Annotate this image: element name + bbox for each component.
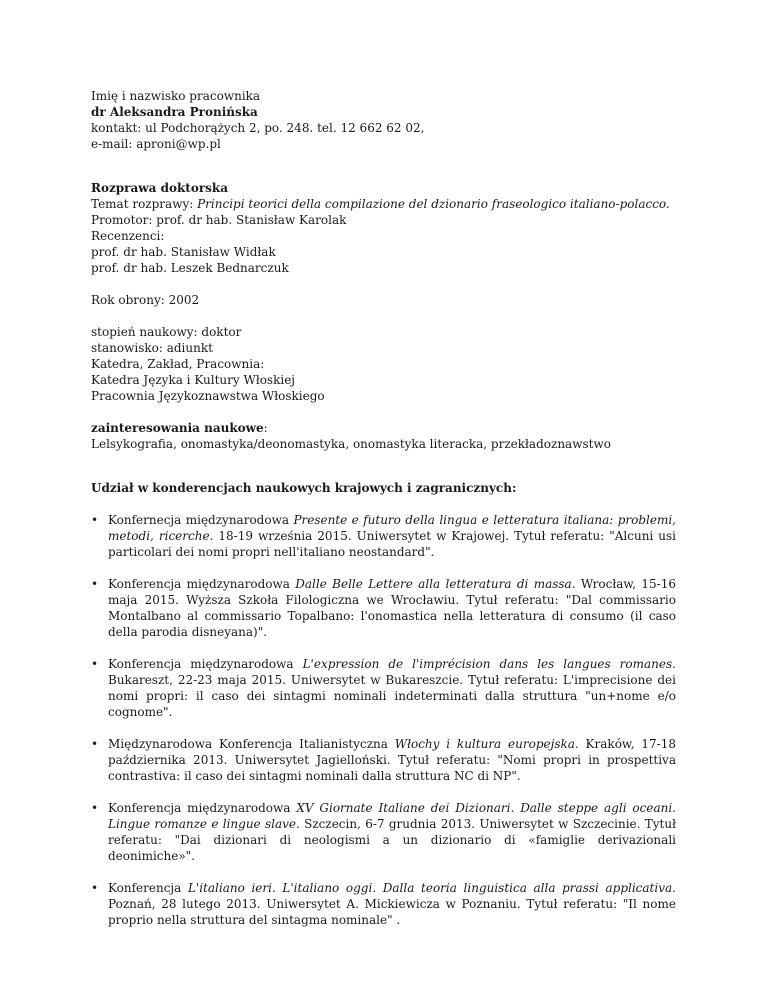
conference-item <box>91 656 676 720</box>
department: Katedra Języka i Kultury Włoskiej <box>91 373 296 387</box>
conference-item <box>91 576 676 640</box>
interests-text: Lelsykografia, onomastyka/deonomastyka, onomastyka literacka, przekładoznawstwo <box>91 437 611 451</box>
conference-title: Dalle Belle Lettere alla letteratura di massa <box>295 577 572 591</box>
bullet: • <box>91 881 99 895</box>
reviewer-2: prof. dr hab. Leszek Bednarczuk <box>91 261 289 275</box>
document-page <box>91 88 676 944</box>
conference-intro: Konferencja międzynarodowa <box>108 577 296 591</box>
bullet: • <box>91 657 99 671</box>
reviewers-label: Recenzenci: <box>91 229 165 243</box>
degree: stopień naukowy: doktor <box>91 325 242 339</box>
dissertation-topic <box>91 196 676 212</box>
interests-heading <box>91 420 676 436</box>
bullet: • <box>91 737 99 751</box>
topic-title: Principi teorici della compilazione del dzionario fraseologico italiano-polacco. <box>197 197 670 211</box>
bullet: • <box>91 577 99 591</box>
post: stanowisko: adiunkt <box>91 341 213 355</box>
conference-details: . 18-19 września 2015. Uniwersytet w Krajowej. Tytuł referatu: "Alcuni usi particolari dei nomi propri nell'italiano neostandard". <box>108 529 677 559</box>
promotor: Promotor: prof. dr hab. Stanisław Karolak <box>91 213 347 227</box>
conference-intro: Międzynarodowa Konferencja Italianistyczna <box>108 737 395 751</box>
conferences-heading: Udział w konderencjach naukowych krajowych i zagranicznych: <box>91 481 517 495</box>
bullet: • <box>91 513 99 527</box>
defense-year: Rok obrony: 2002 <box>91 293 200 307</box>
conference-details: . Kraków, 17-18 października 2013. Uniwersytet Jagielloński. Tytuł referatu: "Nomi propri in prospettiva contrastiva: il caso dei sintagmi nominali dalla struttura NC di NP". <box>108 737 676 783</box>
conference-intro: Konferencja międzynarodowa <box>108 657 303 671</box>
conference-list <box>91 512 676 928</box>
interests-label: zainteresowania naukowe <box>91 421 264 435</box>
contact-info: kontakt: ul Podchorążych 2, po. 248. tel. 12 662 62 02, <box>91 121 425 135</box>
conference-intro: Konferencja <box>108 881 188 895</box>
lab: Pracownia Językoznawstwa Włoskiego <box>91 389 325 403</box>
conference-item <box>91 880 676 928</box>
conference-title: L'expression de l'imprécision dans les langues romanes <box>302 657 673 671</box>
email-info: e-mail: aproni@wp.pl <box>91 137 221 151</box>
conference-details: . Poznań, 28 lutego 2013. Uniwersytet A. Mickiewicza w Poznaniu. Tytuł referatu: "Il nome proprio nella struttura del sintagma nominale" . <box>108 881 676 927</box>
person-label: Imię i nazwisko pracownika <box>91 89 261 103</box>
dissertation-heading: Rozprawa doktorska <box>91 181 228 195</box>
conference-details: . Wrocław, 15-16 maja 2015. Wyższa Szkoła Filologiczna we Wrocławiu. Tytuł referatu: "Dal commissario Montalbano al commissario Topalbano: l'onomastica nella letteratura di consumo (il caso della parodia disneyana)". <box>108 577 676 639</box>
conference-item <box>91 800 676 864</box>
reviewer-1: prof. dr hab. Stanisław Widłak <box>91 245 276 259</box>
conference-details: . Szczecin, 6-7 grudnia 2013. Uniwersytet w Szczecinie. Tytuł referatu: "Dai dizionari di neologismi a un dizionario di «famiglie derivazionali deonimiche»". <box>108 817 676 863</box>
conference-item <box>91 512 676 560</box>
conference-title: Presente e futuro della lingua e letteratura italiana: problemi, metodi, ricerche <box>108 513 676 543</box>
conference-item <box>91 736 676 784</box>
conference-title: Włochy i kultura europejska <box>394 737 575 751</box>
conference-details: . Bukareszt, 22-23 maja 2015. Uniwersytet w Bukareszcie. Tytuł referatu: L'imprecisione dei nomi propri: il caso dei sintagmi nominali indeterminati dalla struttura "un+nome e/o cognome". <box>108 657 676 719</box>
topic-label: Temat rozprawy: <box>91 197 198 211</box>
bullet: • <box>91 801 99 815</box>
person-name: dr Aleksandra Pronińska <box>91 105 258 119</box>
conference-intro: Konfernecja międzynarodowa <box>108 513 294 527</box>
interests-colon: : <box>263 421 268 435</box>
conference-intro: Konferencja międzynarodowa <box>108 801 297 815</box>
conference-title: L'italiano ieri. L'italiano oggi. Dalla teoria linguistica alla prassi applicativa <box>187 881 673 895</box>
unit-label: Katedra, Zakład, Pracownia: <box>91 357 265 371</box>
conference-title: XV Giornate Italiane dei Dizionari. Dalle steppe agli oceani. Lingue romanze e lingue slave <box>108 801 676 831</box>
